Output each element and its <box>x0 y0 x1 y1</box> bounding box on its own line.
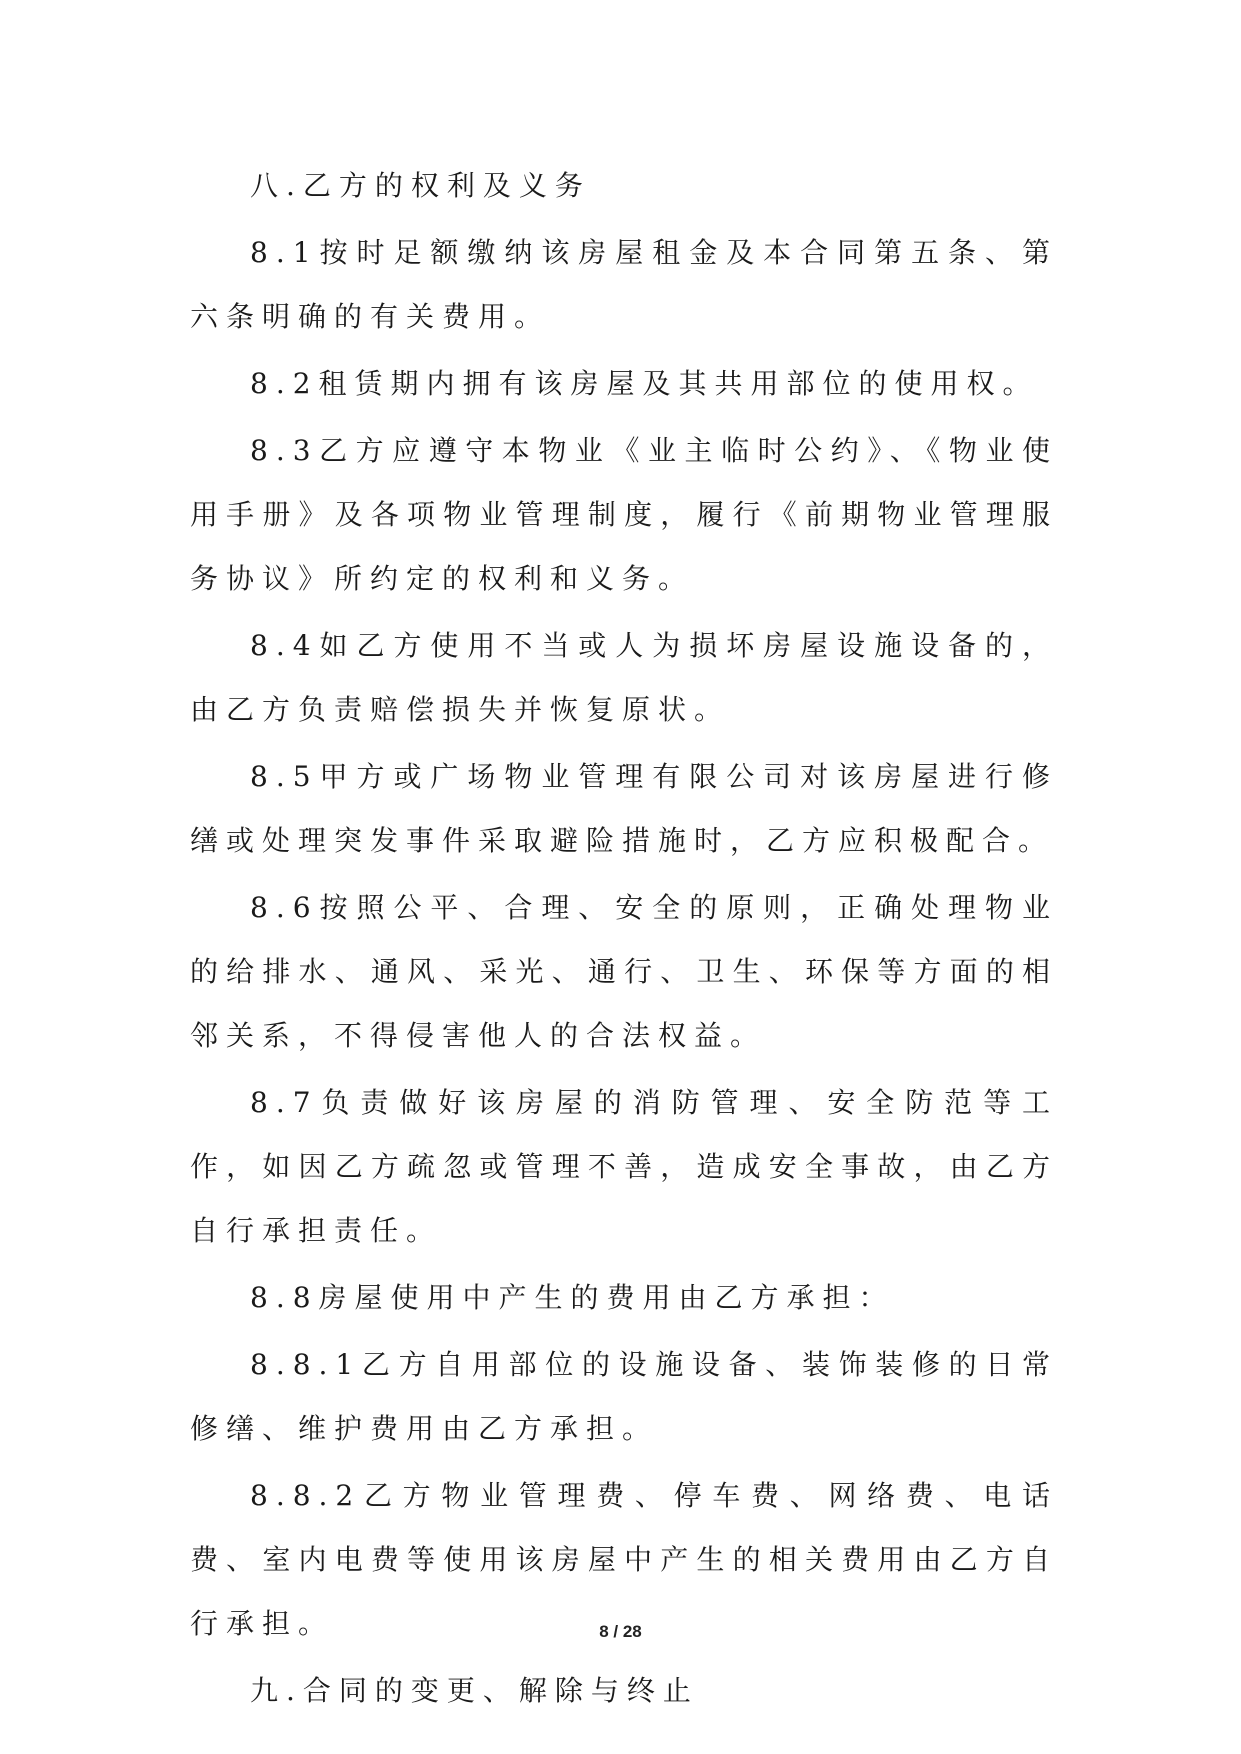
clause-8-6: 8.6按照公平、合理、安全的原则，正确处理物业的给排水、通风、采光、通行、卫生、环保等方面的相邻关系，不得侵害他人的合法权益。 <box>190 891 1058 1052</box>
clause-8-5: 8.5甲方或广场物业管理有限公司对该房屋进行修缮或处理突发事件采取避险措施时，乙方应积极配合。 <box>190 760 1058 857</box>
clause-8-3: 8.3乙方应遵守本物业《业主临时公约》、《物业使用手册》及各项物业管理制度，履行《前期物业管理服务协议》所约定的权利和义务。 <box>190 434 1058 595</box>
section-heading-9: 九.合同的变更、解除与终止 <box>250 1674 699 1707</box>
page-number: 8 / 28 <box>599 1622 642 1641</box>
clause-8-4: 8.4如乙方使用不当或人为损坏房屋设施设备的，由乙方负责赔偿损失并恢复原状。 <box>190 629 1058 726</box>
clause-8-1: 8.1按时足额缴纳该房屋租金及本合同第五条、第六条明确的有关费用。 <box>190 236 1058 333</box>
clause-8-8-2: 8.8.2乙方物业管理费、停车费、网络费、电话费、室内电费等使用该房屋中产生的相关费用由乙方自行承担。 <box>190 1479 1058 1640</box>
clause-8-8: 8.8房屋使用中产生的费用由乙方承担： <box>250 1281 895 1314</box>
clause-8-2: 8.2租赁期内拥有该房屋及其共用部位的使用权。 <box>250 367 1039 400</box>
section-heading-8: 八.乙方的权利及义务 <box>250 169 591 202</box>
clause-8-7: 8.7负责做好该房屋的消防管理、安全防范等工作，如因乙方疏忽或管理不善，造成安全事故，由乙方自行承担责任。 <box>190 1086 1058 1247</box>
clause-8-8-1: 8.8.1乙方自用部位的设施设备、装饰装修的日常修缮、维护费用由乙方承担。 <box>190 1348 1058 1445</box>
document-body <box>190 154 1058 1726</box>
